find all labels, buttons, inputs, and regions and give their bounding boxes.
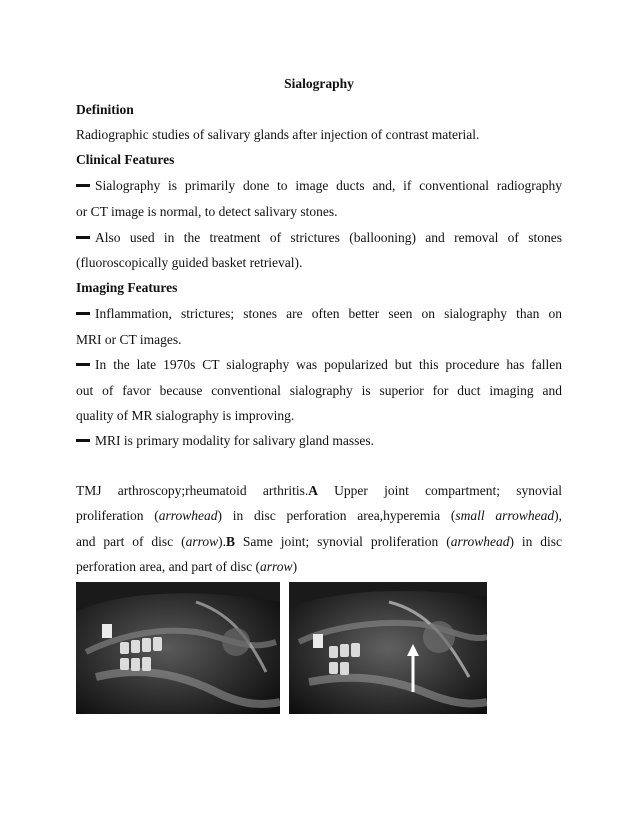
caption-line-1 bbox=[76, 482, 562, 499]
caption-text: Same joint; synovial proliferation ( bbox=[234, 534, 451, 549]
caption-text: ). bbox=[218, 534, 226, 549]
definition-heading: Definition bbox=[76, 102, 134, 117]
bullet-dash bbox=[76, 312, 90, 315]
clinical-item-1-line-1: Sialography is primarily done to image ducts and, if conventional radiography bbox=[95, 178, 562, 193]
imaging-heading: Imaging Features bbox=[76, 280, 178, 295]
xray-image-a bbox=[76, 582, 280, 714]
xray-image-b bbox=[289, 582, 487, 714]
caption-text: and part of disc ( bbox=[76, 534, 186, 549]
definition-text: Radiographic studies of salivary glands after injection of contrast material. bbox=[76, 127, 480, 142]
clinical-item-1 bbox=[76, 177, 562, 194]
caption-line-4 bbox=[76, 558, 562, 575]
page-title: Sialography bbox=[284, 76, 354, 91]
imaging-item-3-line-1: MRI is primary modality for salivary gland masses. bbox=[95, 433, 374, 448]
caption-text: ), bbox=[554, 508, 562, 523]
caption-text: ) bbox=[292, 559, 298, 574]
bullet-dash bbox=[76, 184, 90, 187]
bullet-dash bbox=[76, 439, 90, 442]
caption-line-3 bbox=[76, 533, 562, 550]
clinical-item-1-line-2: or CT image is normal, to detect salivary stones. bbox=[76, 204, 338, 219]
clinical-item-2 bbox=[76, 229, 562, 246]
caption-text: proliferation ( bbox=[76, 508, 159, 523]
clinical-item-2-line-2: (fluoroscopically guided basket retrieval). bbox=[76, 255, 303, 270]
clinical-item-2-line-1: Also used in the treatment of strictures (ballooning) and removal of stones bbox=[95, 230, 562, 245]
caption-text: ) in disc bbox=[509, 534, 563, 549]
imaging-item-1-line-2: MRI or CT images. bbox=[76, 332, 182, 347]
imaging-item-2-line-1: In the late 1970s CT sialography was popularized but this procedure has fallen bbox=[95, 357, 562, 372]
caption-text: perforation area, and part of disc ( bbox=[76, 559, 261, 574]
imaging-item-3 bbox=[76, 432, 562, 449]
caption-label-a: A bbox=[308, 483, 318, 498]
imaging-item-2 bbox=[76, 356, 562, 373]
caption-text: ) in disc perforation area,hyperemia ( bbox=[217, 508, 456, 523]
caption-term: arrow bbox=[260, 559, 293, 574]
caption-term: arrowhead bbox=[450, 534, 510, 549]
imaging-item-1-line-1: Inflammation, strictures; stones are often better seen on sialography than on bbox=[95, 306, 562, 321]
imaging-item-2-line-3: quality of MR sialography is improving. bbox=[76, 408, 295, 423]
caption-text: Upper joint compartment; synovial bbox=[317, 483, 562, 498]
caption-label-b: B bbox=[225, 534, 235, 549]
caption-term: small arrowhead bbox=[455, 508, 555, 523]
bullet-dash bbox=[76, 236, 90, 239]
caption-term: arrow bbox=[185, 534, 219, 549]
bullet-dash bbox=[76, 363, 90, 366]
imaging-item-2-line-2: out of favor because conventional sialography is superior for duct imaging and bbox=[76, 383, 562, 398]
imaging-item-1 bbox=[76, 305, 562, 322]
caption-text: TMJ arthroscopy;rheumatoid arthritis. bbox=[76, 483, 309, 498]
caption-line-2 bbox=[76, 507, 562, 524]
clinical-heading: Clinical Features bbox=[76, 152, 175, 167]
caption-term: arrowhead bbox=[158, 508, 218, 523]
